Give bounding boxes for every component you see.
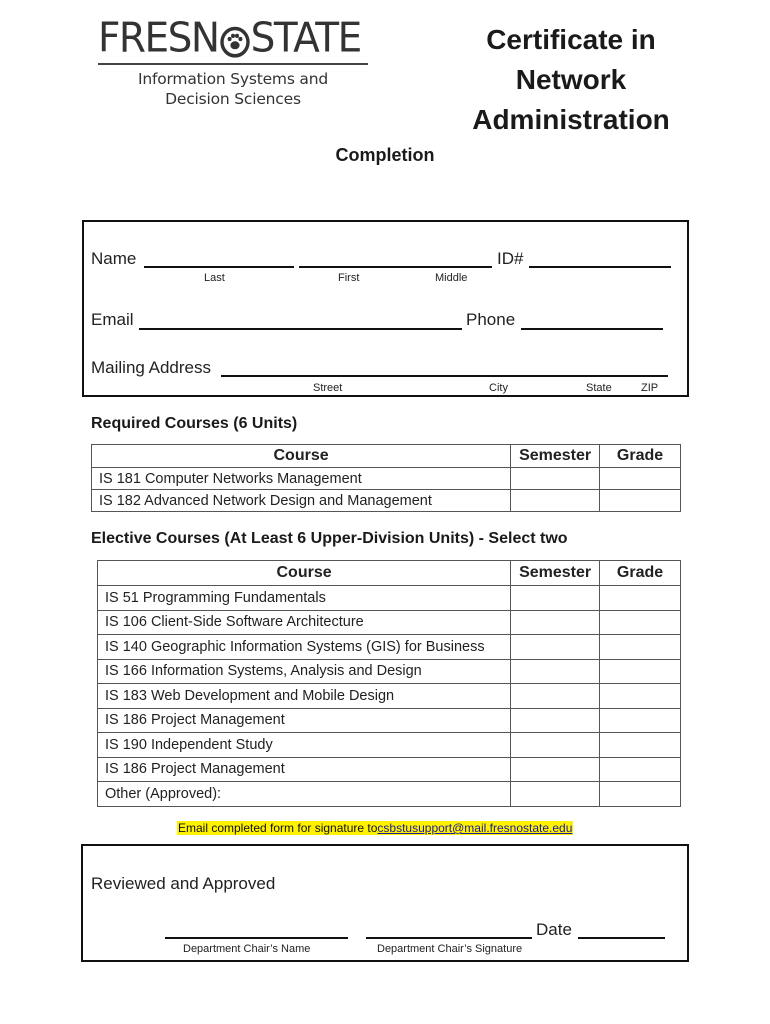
- course-cell: IS 190 Independent Study: [98, 733, 511, 758]
- course-cell: IS 182 Advanced Network Design and Management: [92, 490, 511, 512]
- course-cell: IS 166 Information Systems, Analysis and Design: [98, 659, 511, 684]
- student-info-box: [82, 220, 689, 397]
- title-line-3: Administration: [472, 104, 670, 135]
- mailing-address-field[interactable]: [221, 375, 668, 377]
- last-label: Last: [204, 272, 225, 284]
- id-label: ID#: [497, 249, 524, 268]
- table-row: [92, 490, 681, 512]
- grade-cell[interactable]: [600, 468, 681, 490]
- department-line-1: Information Systems and: [137, 70, 328, 88]
- email-field[interactable]: [139, 328, 462, 330]
- grade-cell[interactable]: [600, 782, 681, 807]
- course-cell: IS 106 Client-Side Software Architecture: [98, 610, 511, 635]
- elective-courses-heading: Elective Courses (At Least 6 Upper-Division Units) - Select two: [91, 530, 568, 547]
- email-instruction-text: Email completed form for signature to: [178, 821, 378, 835]
- grade-cell[interactable]: [600, 586, 681, 611]
- name-label: Name: [91, 249, 137, 268]
- grade-cell[interactable]: [600, 708, 681, 733]
- logo-text-right: STATE: [250, 14, 361, 63]
- grade-cell[interactable]: [600, 659, 681, 684]
- last-name-field[interactable]: [144, 266, 294, 268]
- table-row: [98, 782, 681, 807]
- department-name: [98, 69, 368, 109]
- table-header-row: [92, 445, 681, 468]
- required-courses-heading: Required Courses (6 Units): [91, 415, 298, 432]
- semester-column-header: Semester: [511, 445, 600, 468]
- table-row: [92, 468, 681, 490]
- paw-icon: [220, 23, 250, 55]
- table-row: [98, 708, 681, 733]
- semester-cell[interactable]: [511, 733, 600, 758]
- table-row: [98, 610, 681, 635]
- first-middle-name-field[interactable]: [299, 266, 492, 268]
- grade-cell[interactable]: [600, 490, 681, 512]
- semester-cell[interactable]: [511, 610, 600, 635]
- semester-cell[interactable]: [511, 635, 600, 660]
- course-cell: IS 186 Project Management: [98, 757, 511, 782]
- state-label: State: [586, 382, 612, 394]
- certificate-title: [462, 20, 680, 140]
- logo-wordmark: [98, 14, 370, 63]
- table-row: [98, 635, 681, 660]
- mailing-address-label: Mailing Address: [91, 358, 212, 377]
- logo-text-left: FRESN: [98, 14, 219, 63]
- grade-cell[interactable]: [600, 635, 681, 660]
- page-subtitle: Completion: [335, 145, 435, 165]
- course-cell: IS 140 Geographic Information Systems (GIS) for Business: [98, 635, 511, 660]
- email-label: Email: [91, 310, 134, 329]
- review-approval-box: [81, 844, 689, 962]
- grade-column-header: Grade: [600, 445, 681, 468]
- logo-divider: [98, 63, 368, 65]
- semester-cell[interactable]: [511, 782, 600, 807]
- date-label: Date: [536, 920, 572, 939]
- title-line-1: Certificate in: [486, 24, 656, 55]
- chair-signature-field[interactable]: [366, 937, 532, 939]
- table-row: [98, 586, 681, 611]
- semester-column-header: Semester: [511, 561, 600, 586]
- grade-cell[interactable]: [600, 757, 681, 782]
- date-field[interactable]: [578, 937, 665, 939]
- elective-courses-table: [97, 560, 681, 807]
- reviewed-approved-heading: Reviewed and Approved: [91, 874, 276, 893]
- grade-column-header: Grade: [600, 561, 681, 586]
- support-email-link[interactable]: csbstusupport@mail.fresnostate.edu: [377, 821, 573, 835]
- zip-label: ZIP: [641, 382, 659, 394]
- semester-cell[interactable]: [511, 757, 600, 782]
- phone-field[interactable]: [521, 328, 663, 330]
- table-header-row: [98, 561, 681, 586]
- course-cell: IS 181 Computer Networks Management: [92, 468, 511, 490]
- required-courses-table: [91, 444, 681, 512]
- semester-cell[interactable]: [511, 708, 600, 733]
- chair-signature-label: Department Chair’s Signature: [377, 943, 523, 955]
- street-label: Street: [313, 382, 343, 394]
- chair-name-label: Department Chair’s Name: [183, 943, 311, 955]
- phone-label: Phone: [466, 310, 516, 329]
- email-instruction: [177, 821, 573, 835]
- course-cell: IS 183 Web Development and Mobile Design: [98, 684, 511, 709]
- title-line-2: Network: [515, 64, 627, 95]
- city-label: City: [489, 382, 508, 394]
- semester-cell[interactable]: [511, 684, 600, 709]
- course-cell: Other (Approved):: [98, 782, 511, 807]
- id-field[interactable]: [529, 266, 671, 268]
- fresno-state-logo: [98, 14, 370, 109]
- table-row: [98, 659, 681, 684]
- department-line-2: Decision Sciences: [165, 90, 301, 108]
- semester-cell[interactable]: [511, 586, 600, 611]
- course-cell: IS 51 Programming Fundamentals: [98, 586, 511, 611]
- semester-cell[interactable]: [511, 468, 600, 490]
- table-row: [98, 757, 681, 782]
- semester-cell[interactable]: [511, 659, 600, 684]
- course-cell: IS 186 Project Management: [98, 708, 511, 733]
- chair-name-field[interactable]: [165, 937, 348, 939]
- course-column-header: Course: [92, 445, 511, 468]
- grade-cell[interactable]: [600, 684, 681, 709]
- course-column-header: Course: [98, 561, 511, 586]
- grade-cell[interactable]: [600, 610, 681, 635]
- middle-label: Middle: [435, 272, 468, 284]
- semester-cell[interactable]: [511, 490, 600, 512]
- first-label: First: [338, 272, 360, 284]
- table-row: [98, 684, 681, 709]
- grade-cell[interactable]: [600, 733, 681, 758]
- table-row: [98, 733, 681, 758]
